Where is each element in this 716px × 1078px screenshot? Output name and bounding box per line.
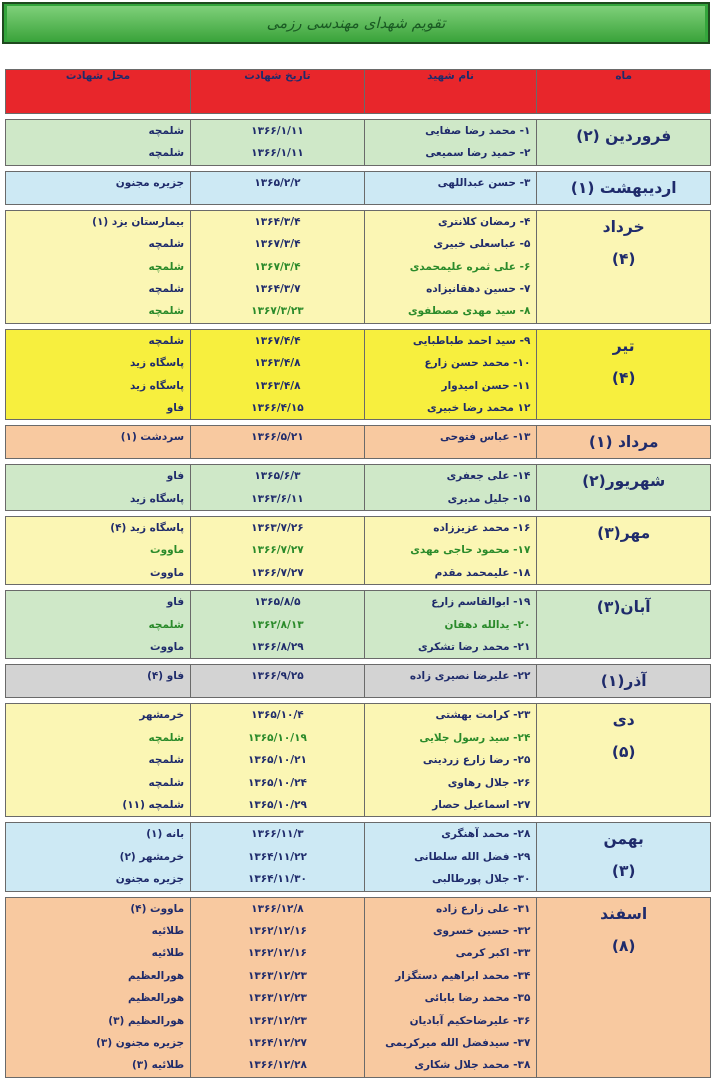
martyr-place: طلائیه (151, 924, 185, 937)
martyr-name: ۳۰- جلال پورطالبی (431, 873, 531, 886)
martyr-name: ۳۲- حسین خسروی (432, 924, 531, 937)
name-cell (364, 120, 537, 166)
martyr-place: ماووت (150, 641, 185, 654)
martyr-place: طلائیه (۳) (131, 1059, 185, 1072)
martyr-place: شلمچه (148, 238, 185, 251)
header-month: ماه (537, 70, 711, 114)
martyr-date: ۱۳۶۲/۱۲/۱۶ (247, 947, 307, 960)
month-cell (537, 171, 711, 204)
month-label: (۴) (611, 368, 636, 387)
month-label: (۸) (611, 936, 636, 955)
martyr-name: ۱۶- محمد عزیززاده (433, 522, 531, 535)
martyr-name: ۱۴- علی جعفری (446, 470, 531, 483)
place-cell (6, 897, 191, 1077)
place-cell (6, 465, 191, 511)
martyr-name: ۶- علی ثمره علیمحمدی (409, 260, 531, 273)
martyr-name: ۳- حسن عبداللهی (437, 176, 531, 189)
martyr-place: شلمچه (148, 282, 185, 295)
martyr-name: ۱۵- جلیل مدیری (447, 492, 531, 505)
name-cell (364, 897, 537, 1077)
martyr-name: ۱۲ محمد رضا خبیری (426, 401, 531, 414)
martyr-name: ۳۱- علی زارع زاده (436, 902, 531, 915)
place-cell (6, 591, 191, 659)
martyr-name: ۱۸- علیمحمد مقدم (434, 566, 531, 579)
martyr-name: ۵- عباسعلی خبیری (433, 238, 531, 251)
martyr-name: ۳۷- سیدفضل الله میرکریمی (385, 1036, 531, 1049)
martyr-date: ۱۳۶۶/۴/۱۵ (251, 401, 304, 414)
martyr-date: ۱۳۶۴/۱۱/۳۰ (247, 873, 307, 886)
martyr-name: ۲۳- کرامت بهشتی (435, 709, 531, 722)
martyr-date: ۱۳۶۷/۴/۴ (254, 334, 301, 347)
martyr-name: ۲۲- علیرضا نصیری زاده (409, 670, 531, 683)
date-cell (191, 171, 365, 204)
title-banner (2, 2, 710, 44)
martyr-place: ماووت (150, 544, 185, 557)
date-cell (191, 120, 365, 166)
month-cell (537, 823, 711, 891)
martyr-date: ۱۳۶۶/۷/۲۷ (251, 544, 304, 557)
table-body (6, 114, 711, 1078)
martyr-name: ۱۷- محمود حاجی مهدی (410, 544, 531, 557)
martyr-place: ماووت (۴) (130, 902, 185, 915)
month-group-row (6, 823, 711, 891)
place-cell (6, 171, 191, 204)
martyr-date: ۱۳۶۳/۶/۱۱ (251, 492, 304, 505)
header-row (6, 70, 711, 114)
date-cell (191, 426, 365, 459)
martyr-date: ۱۳۶۶/۱/۱۱ (251, 125, 304, 137)
martyrs-table (5, 69, 711, 1078)
place-cell (6, 704, 191, 817)
martyr-date: ۱۳۶۲/۸/۱۳ (251, 618, 304, 631)
month-group-row (6, 426, 711, 459)
martyr-date: ۱۳۶۴/۱۲/۲۷ (247, 1036, 307, 1049)
month-group-row (6, 120, 711, 166)
month-cell (537, 591, 711, 659)
name-cell (364, 426, 537, 459)
month-group-row (6, 704, 711, 817)
martyr-date: ۱۳۶۵/۱۰/۴ (251, 709, 304, 722)
martyr-name: ۲۴- سید رسول جلایی (419, 731, 531, 744)
month-label: (۳) (611, 862, 636, 881)
month-group-row (6, 517, 711, 585)
month-cell (537, 329, 711, 420)
month-cell (537, 897, 711, 1077)
place-cell (6, 329, 191, 420)
month-label: (۵) (611, 743, 636, 762)
martyr-place: شلمچه (148, 731, 185, 744)
martyr-date: ۱۳۶۵/۱۰/۲۴ (247, 776, 307, 789)
name-cell (364, 210, 537, 323)
martyr-date: ۱۳۶۳/۱۲/۲۳ (247, 969, 307, 982)
month-label: آذر(۱) (600, 672, 647, 691)
martyr-place: فاو (۴) (147, 670, 185, 683)
martyr-place: شلمچه (148, 305, 185, 318)
martyr-name: ۳۴- محمد ابراهیم دستگزار (395, 969, 531, 982)
month-label: مهر(۳) (597, 524, 651, 543)
martyr-date: ۱۳۶۷/۳/۴ (254, 260, 301, 273)
martyr-place: شلمچه (148, 260, 185, 273)
name-cell (364, 465, 537, 511)
martyr-place: طلائیه (151, 947, 185, 960)
martyr-place: فاو (166, 401, 185, 414)
name-cell (364, 823, 537, 891)
date-cell (191, 823, 365, 891)
martyr-place: پاسگاه زید (129, 492, 185, 505)
martyr-date: ۱۳۶۳/۱۲/۲۳ (247, 1014, 307, 1027)
martyr-name: ۱۱- حسن امیدوار (441, 379, 531, 392)
martyr-name: ۳۸- محمد جلال شکاری (414, 1059, 531, 1072)
martyr-place: شلمچه (148, 334, 185, 347)
martyr-place: فاو (166, 596, 185, 609)
month-cell (537, 665, 711, 698)
month-label: بهمن (603, 830, 644, 849)
martyr-place: پاسگاه زید (۴) (110, 522, 185, 535)
martyr-name: ۲- حمید رضا سمیعی (425, 147, 531, 160)
martyr-name: ۷- حسین دهقانیزاده (426, 282, 531, 295)
martyr-date: ۱۳۶۲/۱۲/۱۶ (247, 924, 307, 937)
month-group-row (6, 465, 711, 511)
martyr-place: هورالعظیم (۳) (108, 1014, 185, 1027)
date-cell (191, 329, 365, 420)
martyr-name: ۳۶- علیرضاحکیم آبادیان (409, 1014, 531, 1027)
date-cell (191, 591, 365, 659)
name-cell (364, 704, 537, 817)
name-cell (364, 329, 537, 420)
martyr-name: ۲۹- فضل الله سلطانی (414, 850, 531, 863)
martyr-place: شلمچه (148, 618, 185, 631)
martyr-date: ۱۳۶۳/۷/۲۶ (251, 522, 304, 535)
header-name: نام شهید (364, 70, 537, 114)
martyr-date: ۱۳۶۶/۱۲/۸ (251, 902, 304, 915)
martyr-date: ۱۳۶۴/۱۱/۲۲ (247, 850, 307, 863)
martyr-name: ۳۳- اکبر کرمی (455, 947, 531, 960)
martyr-date: ۱۳۶۴/۳/۴ (254, 215, 301, 228)
martyr-name: ۱۹- ابوالقاسم زارع (431, 596, 531, 609)
martyr-place: جزیره مجنون (115, 873, 185, 886)
date-cell (191, 704, 365, 817)
martyr-date: ۱۳۶۵/۶/۳ (254, 470, 301, 483)
month-label: تیر (612, 336, 635, 355)
martyr-name: ۱۳- عباس فتوحی (440, 431, 531, 444)
martyr-place: بانه (۱) (146, 828, 185, 841)
month-cell (537, 704, 711, 817)
martyr-date: ۱۳۶۵/۱۰/۲۱ (247, 754, 307, 767)
header-place: محل شهادت (6, 70, 191, 114)
month-label: اسفند (600, 904, 648, 923)
martyr-date: ۱۳۶۵/۱۰/۲۹ (247, 798, 307, 811)
date-cell (191, 517, 365, 585)
martyr-place: ماووت (150, 566, 185, 579)
martyr-date: ۱۳۶۶/۹/۲۵ (251, 670, 304, 683)
martyr-place: شلمچه (148, 754, 185, 767)
martyr-name: ۲۱- محمد رضا تشکری (418, 641, 531, 654)
place-cell (6, 120, 191, 166)
month-group-row (6, 591, 711, 659)
place-cell (6, 210, 191, 323)
page-title: تقویم شهدای مهندسی رزمی (7, 6, 705, 40)
month-group-row (6, 897, 711, 1077)
martyr-name: ۲۶- جلال رهاوی (447, 776, 531, 789)
place-cell (6, 823, 191, 891)
martyr-place: سردشت (۱) (120, 431, 185, 444)
martyr-place: جزیره مجنون (115, 176, 185, 189)
month-label: مرداد (۱) (588, 433, 659, 452)
martyr-name: ۲۰- یدالله دهقان (444, 618, 531, 631)
martyr-name: ۱۰- محمد حسن زارع (424, 357, 531, 370)
month-group-row (6, 171, 711, 204)
martyr-place: جزیره مجنون (۳) (96, 1036, 185, 1049)
month-label: (۴) (611, 249, 636, 268)
date-cell (191, 897, 365, 1077)
month-group-row (6, 665, 711, 698)
martyr-place: خرمشهر (139, 709, 185, 722)
martyr-date: ۱۳۶۵/۱۰/۱۹ (247, 731, 307, 744)
martyr-date: ۱۳۶۳/۴/۸ (254, 357, 301, 370)
month-cell (537, 120, 711, 166)
martyr-place: شلمچه (148, 147, 185, 160)
martyr-place: فاو (166, 470, 185, 483)
month-cell (537, 517, 711, 585)
martyr-place: پاسگاه زید (129, 357, 185, 370)
month-label: شهریور(۲) (582, 472, 666, 491)
martyr-place: بیمارستان یزد (۱) (92, 215, 185, 228)
martyr-date: ۱۳۶۷/۳/۴ (254, 238, 301, 251)
martyr-name: ۱- محمد رضا صفایی (425, 125, 531, 137)
martyr-date: ۱۳۶۳/۴/۸ (254, 379, 301, 392)
martyr-name: ۲۵- رضا زارع زردینی (422, 754, 531, 767)
martyr-date: ۱۳۶۶/۷/۲۷ (251, 566, 304, 579)
martyr-name: ۸- سید مهدی مصطفوی (407, 305, 531, 318)
name-cell (364, 591, 537, 659)
name-cell (364, 665, 537, 698)
month-group-row (6, 329, 711, 420)
martyr-place: شلمچه (148, 125, 185, 137)
martyr-name: ۴- رمضان کلانتری (438, 215, 531, 228)
martyr-date: ۱۳۶۶/۱۲/۲۸ (247, 1059, 307, 1072)
name-cell (364, 171, 537, 204)
month-label: فروردین (۲) (576, 127, 672, 145)
martyr-place: شلمچه (۱۱) (122, 798, 185, 811)
month-label: آبان(۳) (596, 598, 651, 617)
month-label: دی (612, 711, 635, 730)
place-cell (6, 517, 191, 585)
month-cell (537, 465, 711, 511)
martyr-date: ۱۳۶۶/۱/۱۱ (251, 147, 304, 160)
martyr-name: ۹- سید احمد طباطبایی (412, 334, 531, 347)
month-group-row (6, 210, 711, 323)
martyr-date: ۱۳۶۶/۵/۲۱ (251, 431, 304, 444)
martyr-date: ۱۳۶۴/۳/۷ (254, 282, 301, 295)
martyr-place: پاسگاه زید (129, 379, 185, 392)
month-label: اردیبهشت (۱) (570, 178, 677, 197)
month-cell (537, 426, 711, 459)
martyr-name: ۳۵- محمد رضا بابائی (424, 992, 531, 1005)
martyr-place: هورالعظیم (127, 969, 185, 982)
date-cell (191, 465, 365, 511)
place-cell (6, 426, 191, 459)
martyr-place: شلمچه (148, 776, 185, 789)
martyr-place: خرمشهر (۲) (119, 850, 185, 863)
martyr-name: ۲۷- اسماعیل حصار (432, 798, 531, 811)
martyr-date: ۱۳۶۳/۱۲/۲۳ (247, 992, 307, 1005)
place-cell (6, 665, 191, 698)
martyr-name: ۲۸- محمد آهنگری (441, 828, 531, 841)
month-label: خرداد (602, 217, 645, 236)
date-cell (191, 665, 365, 698)
header-date: تاریخ شهادت (191, 70, 365, 114)
martyr-date: ۱۳۶۶/۱۱/۳ (251, 828, 304, 841)
name-cell (364, 517, 537, 585)
martyr-date: ۱۳۶۶/۸/۲۹ (251, 641, 304, 654)
martyr-date: ۱۳۶۵/۸/۵ (254, 596, 301, 609)
martyr-place: هورالعظیم (127, 992, 185, 1005)
month-cell (537, 210, 711, 323)
martyr-date: ۱۳۶۷/۳/۲۳ (251, 305, 304, 318)
martyr-date: ۱۳۶۵/۲/۲ (254, 176, 301, 189)
date-cell (191, 210, 365, 323)
